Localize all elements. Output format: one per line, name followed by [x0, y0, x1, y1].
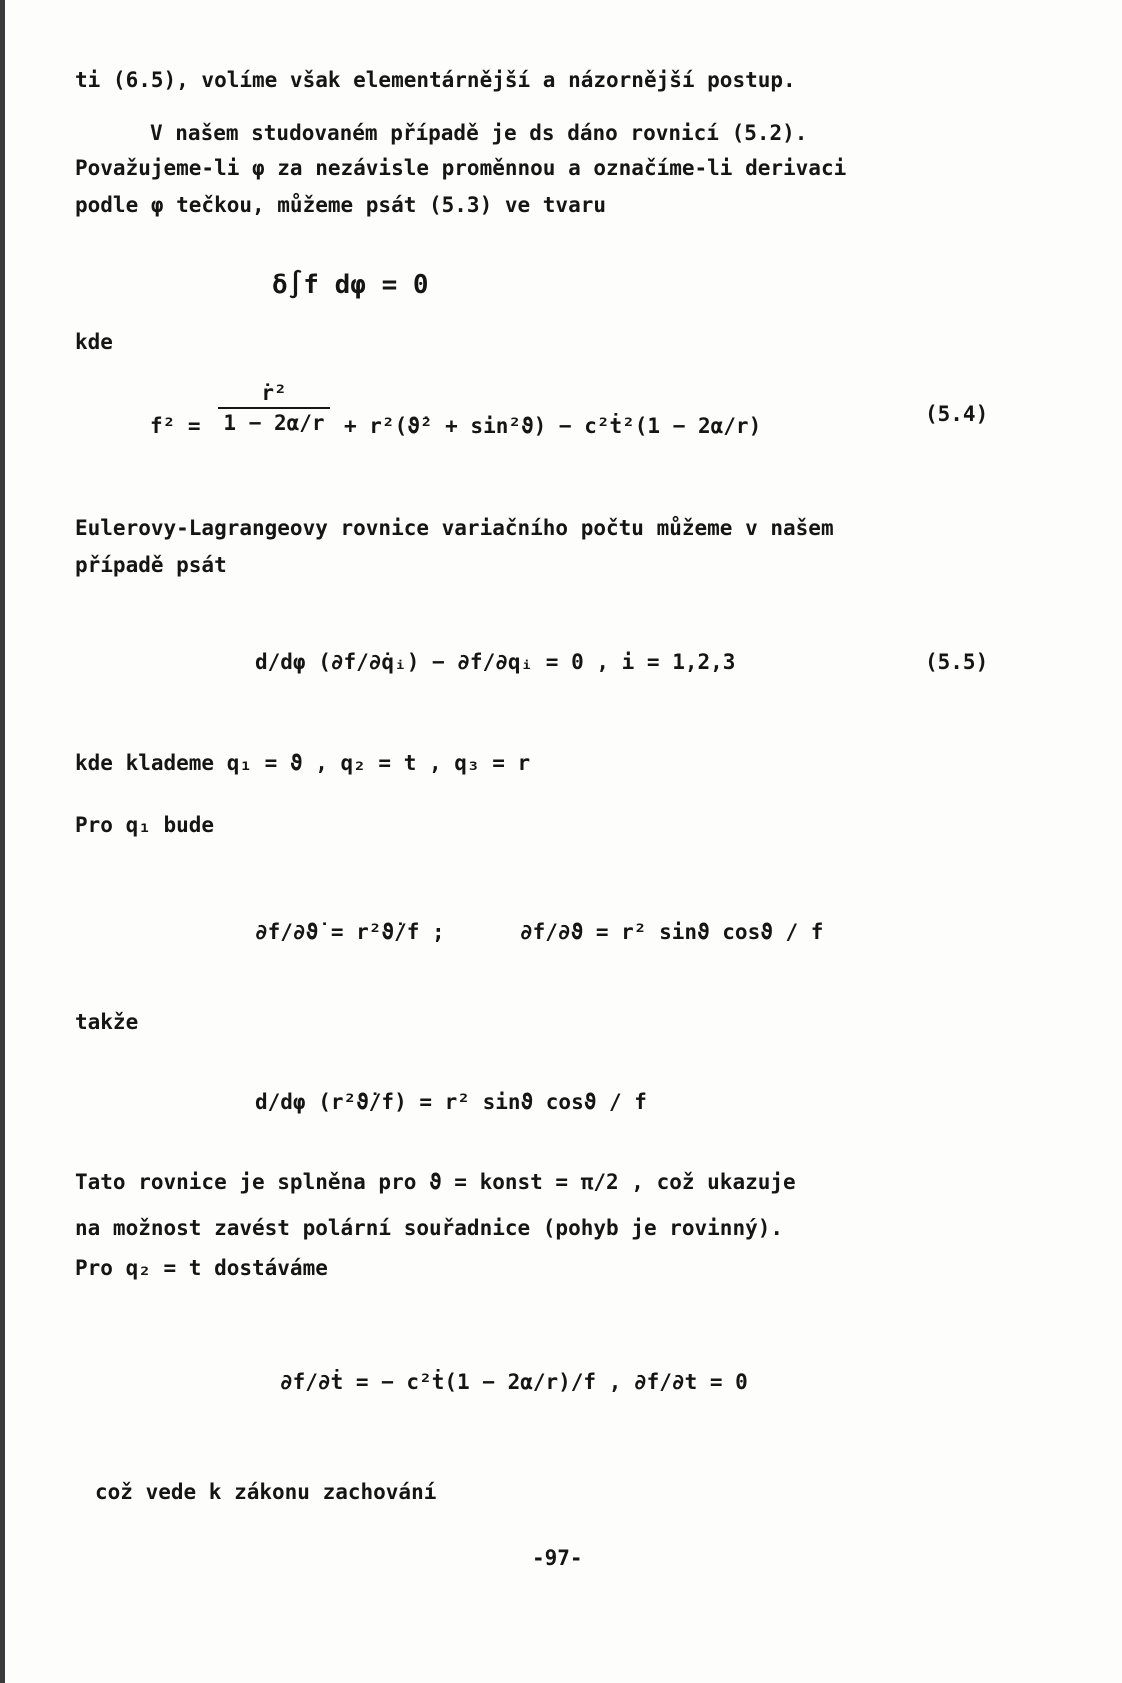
page-number: -97- [532, 1546, 583, 1570]
text-pro-q1: Pro q₁ bude [75, 813, 215, 837]
eq-5-4-rest: + r²(ϑ̇² + sin²ϑ) − c²ṫ²(1 − 2α/r) [344, 414, 762, 438]
text-line-1: ti (6.5), volíme však elementárnější a názornější postup. [75, 68, 796, 92]
equation-q1-b: ∂f/∂ϑ = r² sinϑ cosϑ / f [520, 920, 824, 944]
equation-5-5: d/dφ (∂f/∂q̇ᵢ) − ∂f/∂qᵢ = 0 , i = 1,2,3 [255, 650, 736, 674]
eq-5-4-fraction [218, 382, 330, 434]
text-euler-2: případě psát [75, 553, 227, 577]
eq-5-4-numerator: ṙ² [261, 381, 287, 405]
text-kde: kde [75, 330, 113, 354]
page-edge [0, 0, 5, 1683]
text-euler-1: Eulerovy-Lagrangeovy rovnice variačního počtu můžeme v našem [75, 516, 834, 540]
text-coz-vede: což vede k zákonu zachování [95, 1480, 437, 1504]
eq-5-4-label: (5.4) [925, 402, 989, 426]
eq-5-4-denominator: 1 − 2α/r [223, 411, 325, 436]
equation-variation: δ∫f dφ = 0 [272, 270, 429, 300]
text-pro-q2: Pro q₂ = t dostáváme [75, 1256, 328, 1280]
text-tato-rovnice: Tato rovnice je splněna pro ϑ = konst = π/2 , což ukazuje [75, 1170, 796, 1194]
text-line-2: V našem studovaném případě je ds dáno rovnicí (5.2). [150, 121, 808, 145]
text-polarni: na možnost zavést polární souřadnice (pohyb je rovinný). [75, 1216, 784, 1240]
text-kde-klademe: kde klademe q₁ = ϑ , q₂ = t , q₃ = r [75, 751, 531, 775]
equation-q2: ∂f/∂ṫ = − c²ṫ(1 − 2α/r)/f , ∂f/∂t = 0 [280, 1370, 748, 1394]
eq-5-4-lhs: f² = [150, 414, 201, 438]
text-line-3: Považujeme-li φ za nezávisle proměnnou a označíme-li derivaci [75, 156, 847, 180]
text-takze: takže [75, 1010, 139, 1034]
equation-q1-a: ∂f/∂ϑ̇ = r²ϑ̇/f ; [255, 920, 445, 944]
equation-takze: d/dφ (r²ϑ̇/f) = r² sinϑ cosϑ / f [255, 1090, 647, 1114]
eq-5-5-label: (5.5) [925, 650, 989, 674]
text-line-4: podle φ tečkou, můžeme psát (5.3) ve tvaru [75, 193, 607, 217]
